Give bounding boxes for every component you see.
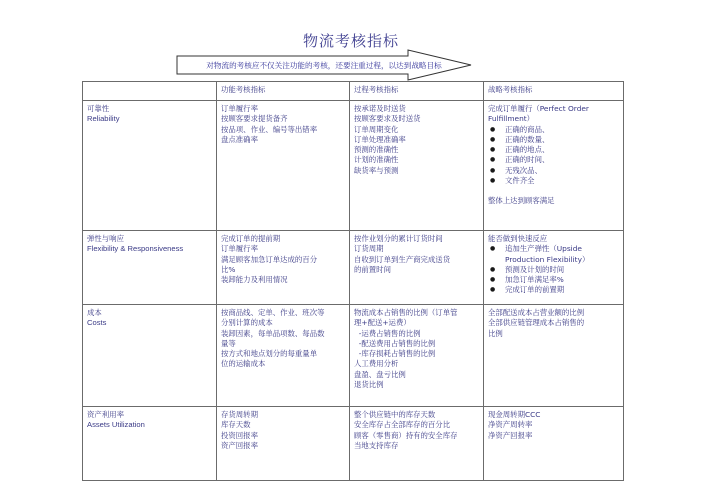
cell-line: -配送费用占销售的比例: [354, 338, 436, 348]
table-row: [83, 231, 624, 305]
process-cell: [350, 231, 484, 305]
cell-line: 物流成本占销售的比例（订单管: [354, 308, 458, 317]
bullet-list: [488, 244, 619, 295]
cell-line: 缺货率与预测: [354, 165, 399, 175]
row-label: [83, 231, 217, 305]
bullet-item: ● 无残次品、: [488, 166, 619, 176]
row-label-cn: 可靠性: [87, 104, 110, 113]
cell-line: 比%: [221, 264, 236, 274]
cell-line: 能否做到快速反应: [488, 234, 548, 243]
strategic-cell: [484, 407, 624, 481]
cell-line: 净资产回报率: [488, 430, 533, 440]
banner-text: 对物流的考核应不仅关注功能的考核，还要注重过程，以达到战略目标: [206, 61, 442, 70]
bullet-item: ● 追加生产弹性（Upside: [488, 244, 619, 254]
table-row: [83, 305, 624, 407]
cell-line: 按作业划分的累计订货时间: [354, 234, 443, 243]
cell-line: 满足顾客加急订单达成的百分: [221, 254, 318, 264]
cell-line: 预测的准确性: [354, 145, 399, 155]
row-label: [83, 101, 217, 231]
bullet-item: ● 正确的数量、: [488, 135, 619, 145]
functional-cell: [217, 231, 350, 305]
bullet-item: ● 预测及计划的时间: [488, 265, 619, 275]
cell-line: 盘盈、盘亏比例: [354, 369, 406, 379]
cell-line: 计划的准确性: [354, 155, 399, 165]
header-process: 过程考核指标: [350, 82, 484, 101]
process-cell: [350, 101, 484, 231]
row-label-en: Costs: [87, 318, 107, 328]
cell-line: 位的运输成本: [221, 359, 266, 369]
cell-line: -库存损耗占销售的比例: [354, 349, 436, 359]
bullet-item: ● 正确的商品、: [488, 125, 619, 135]
bullet-item: Production Flexibility）: [505, 254, 590, 264]
kpi-table: [82, 81, 624, 481]
cell-line: 订单履行率: [221, 244, 258, 254]
cell-line: 盘点准确率: [221, 134, 258, 144]
functional-cell: [217, 305, 350, 407]
cell-line: 全部配送成本占营业额的比例: [488, 308, 585, 317]
cell-line: 存货周转期: [221, 410, 258, 419]
row-label: [83, 305, 217, 407]
cell-line: 订单履行率: [221, 104, 258, 113]
cell-line: 按品项、作业、编号等出错率: [221, 124, 318, 134]
header-corner: [83, 82, 217, 101]
cell-line: 整个供应链中的库存天数: [354, 410, 436, 419]
cell-line: 订单周期变化: [354, 124, 399, 134]
process-cell: [350, 407, 484, 481]
bullet-list: [488, 125, 619, 187]
cell-line: 按方式和地点划分的每重量单: [221, 349, 318, 359]
cell-line: 全部供应链管理成本占销售的: [488, 318, 585, 328]
cell-line: 完成订单履行（Perfect Order: [488, 104, 589, 113]
bullet-item: ● 正确的时间、: [488, 155, 619, 165]
cell-line: 投资回报率: [221, 430, 258, 440]
cell-line: 资产回报率: [221, 440, 258, 450]
process-cell: [350, 305, 484, 407]
row-label-en: Reliability: [87, 114, 120, 124]
header-functional: 功能考核指标: [217, 82, 350, 101]
table-row: [83, 407, 624, 481]
cell-line: Fulfillment）: [488, 114, 535, 124]
cell-line: 安全库存占全部库存的百分比: [354, 420, 451, 430]
cell-line: 理+配送+运费）: [354, 318, 411, 328]
cell-line: 装卸能力及利用情况: [221, 275, 288, 285]
table-header-row: [83, 82, 624, 101]
cell-line: 订单处理准确率: [354, 134, 406, 144]
row-label-en: Assets Utilization: [87, 420, 145, 430]
cell-line: 当地支持库存: [354, 440, 399, 450]
cell-line: 库存天数: [221, 420, 251, 430]
cell-line: 分别计算的成本: [221, 318, 273, 328]
cell-line: 整体上达到顾客满足: [488, 196, 555, 206]
cell-line: 自收到订单到生产商完成送货: [354, 254, 451, 264]
table-row: [83, 101, 624, 231]
cell-line: -运费占销售的比例: [354, 328, 421, 338]
spacer: [488, 186, 619, 196]
cell-line: 人工费用分析: [354, 359, 399, 369]
row-label-cn: 成本: [87, 308, 102, 317]
cell-line: 量等: [221, 338, 236, 348]
header-strategic: 战略考核指标: [484, 82, 624, 101]
functional-cell: [217, 101, 350, 231]
row-label-cn: 资产利用率: [87, 410, 124, 419]
functional-cell: [217, 407, 350, 481]
bullet-item: ● 加急订单满足率%: [488, 275, 619, 285]
cell-line: 订货周期: [354, 244, 384, 254]
bullet-item: ● 正确的地点、: [488, 145, 619, 155]
strategic-cell: [484, 305, 624, 407]
row-label-cn: 弹性与响应: [87, 234, 124, 243]
cell-line: 完成订单的提前期: [221, 234, 281, 243]
strategic-cell: [484, 231, 624, 305]
cell-line: 按商品线、定单、作业、班次等: [221, 308, 325, 317]
cell-line: 现金周转期CCC: [488, 410, 541, 419]
cell-line: 的前置时间: [354, 264, 391, 274]
bullet-item: ● 完成订单的前置期: [488, 285, 619, 295]
cell-line: 比例: [488, 328, 503, 338]
row-label-en: Flexibility & Responsiveness: [87, 244, 184, 254]
cell-line: 按顾客要求及时送货: [354, 114, 421, 124]
strategic-cell: [484, 101, 624, 231]
cell-line: 按顾客要求提货备齐: [221, 114, 288, 124]
cell-line: 装卸因素，每单品项数、每品数: [221, 328, 325, 338]
row-label: [83, 407, 217, 481]
cell-line: 净资产周转率: [488, 420, 533, 430]
cell-line: 按承诺及时送货: [354, 104, 406, 113]
cell-line: 退货比例: [354, 380, 384, 390]
bullet-item: ● 文件齐全: [488, 176, 619, 186]
cell-line: 顾客（零售商）持有的安全库存: [354, 430, 458, 440]
page-title: 物流考核指标: [302, 32, 399, 50]
banner-arrow: [176, 49, 472, 81]
